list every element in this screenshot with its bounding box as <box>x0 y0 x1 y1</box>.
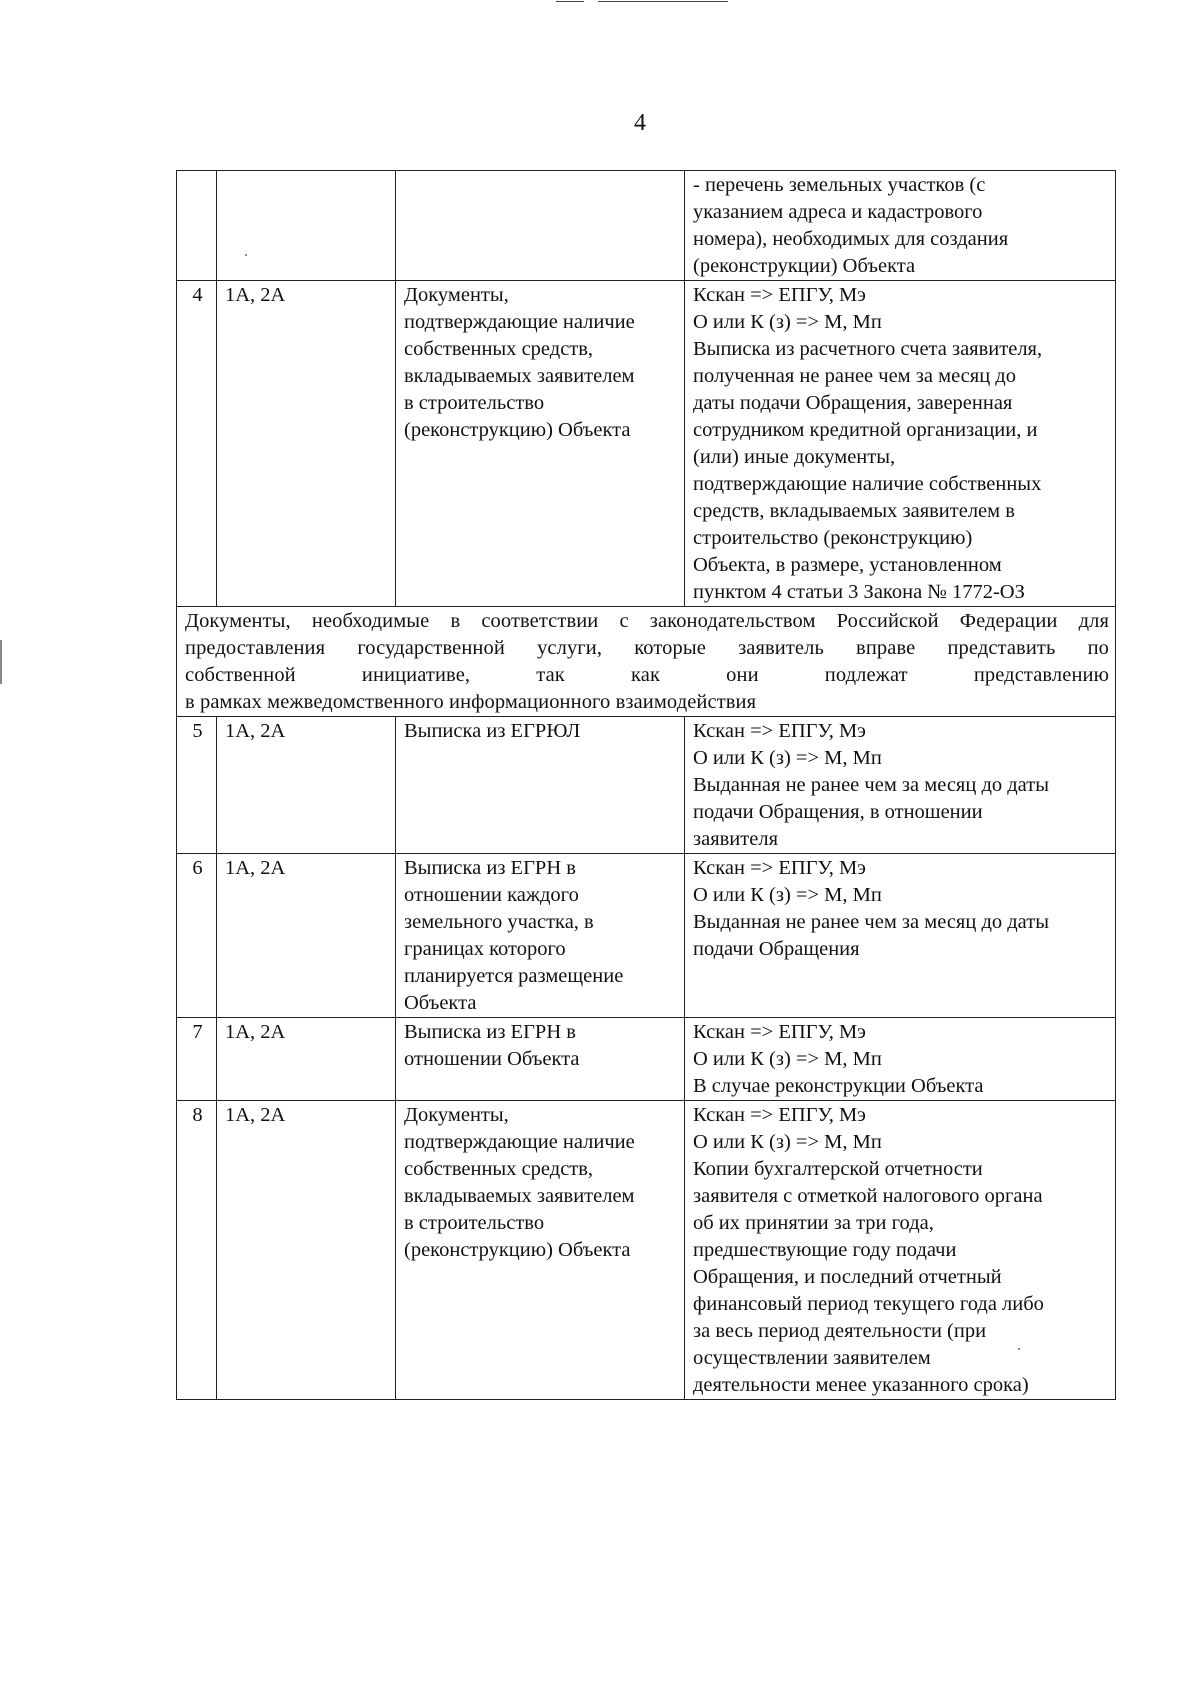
document-name-line: Выписка из ЕГРЮЛ <box>404 720 581 742</box>
document-name-cell <box>396 1018 685 1101</box>
category-code-cell: 1А, 2А <box>217 1101 396 1400</box>
requirement-line: осуществлении заявителем <box>693 1347 931 1369</box>
requirement-line: Выписка из расчетного счета заявителя, <box>693 338 1043 360</box>
category-code-cell: 1А, 2А <box>217 854 396 1018</box>
requirement-line: Объекта, в размере, установленном <box>693 554 1002 576</box>
requirement-line: заявителя с отметкой налогового органа <box>693 1185 1043 1207</box>
documents-table-body <box>177 171 1116 1400</box>
requirements-cell <box>685 1018 1116 1101</box>
requirement-line: за весь период деятельности (при <box>693 1320 987 1342</box>
requirement-line: О или К (з) => М, Мп <box>693 1131 882 1153</box>
requirement-line: об их принятии за три года, <box>693 1212 934 1234</box>
requirements-cell <box>685 1101 1116 1400</box>
document-name-cell <box>396 854 685 1018</box>
row-number-cell: 8 <box>177 1101 217 1400</box>
document-name-cell <box>396 717 685 854</box>
requirement-line: даты подачи Обращения, заверенная <box>693 392 1013 414</box>
table-row <box>177 171 1116 281</box>
requirement-line: - перечень земельных участков (с <box>693 174 986 196</box>
requirement-line: средств, вкладываемых заявителем в <box>693 500 1015 522</box>
requirement-line: Кскан => ЕПГУ, Мэ <box>693 284 866 306</box>
category-code-cell: 1А, 2А <box>217 281 396 607</box>
table-row <box>177 1101 1116 1400</box>
requirement-line: Обращения, и последний отчетный <box>693 1266 1002 1288</box>
document-name-line: Выписка из ЕГРН в <box>404 1021 576 1043</box>
scan-dot <box>1018 1348 1020 1350</box>
document-name-line: собственных средств, <box>404 1158 594 1180</box>
requirement-line: (реконструкции) Объекта <box>693 255 916 277</box>
document-name-line: в строительство <box>404 1212 545 1234</box>
category-code-cell: 1А, 2А <box>217 717 396 854</box>
requirement-line: Кскан => ЕПГУ, Мэ <box>693 1104 866 1126</box>
section-header-line: предоставления государственной услуги, которые заявитель вправе представить по <box>185 637 1109 659</box>
document-name-line: собственных средств, <box>404 338 594 360</box>
requirements-cell <box>685 854 1116 1018</box>
requirements-cell <box>685 281 1116 607</box>
requirement-line: подачи Обращения, в отношении <box>693 801 983 823</box>
requirement-line: финансовый период текущего года либо <box>693 1293 1044 1315</box>
document-name-cell <box>396 281 685 607</box>
document-name-line: подтверждающие наличие <box>404 1131 635 1153</box>
section-header-cell <box>177 607 1116 717</box>
document-name-cell <box>396 1101 685 1400</box>
scan-dot <box>245 254 247 256</box>
row-number-cell: 5 <box>177 717 217 854</box>
requirement-line: пунктом 4 статьи 3 Закона № 1772-ОЗ <box>693 581 1025 603</box>
requirement-line: О или К (з) => М, Мп <box>693 311 882 333</box>
document-name-line: (реконструкцию) Объекта <box>404 419 631 441</box>
requirement-line: указанием адреса и кадастрового <box>693 201 983 223</box>
requirement-line: Копии бухгалтерской отчетности <box>693 1158 983 1180</box>
document-name-line: земельного участка, в <box>404 911 594 933</box>
top-scan-marks <box>556 0 736 6</box>
requirement-line: О или К (з) => М, Мп <box>693 747 882 769</box>
requirement-line: подтверждающие наличие собственных <box>693 473 1042 495</box>
document-name-line: Выписка из ЕГРН в <box>404 857 576 879</box>
requirement-line: В случае реконструкции Объекта <box>693 1075 984 1097</box>
category-code-cell <box>217 171 396 281</box>
requirement-line: подачи Обращения <box>693 938 860 960</box>
document-name-line: Объекта <box>404 992 477 1014</box>
requirement-line: полученная не ранее чем за месяц до <box>693 365 1016 387</box>
document-name-line: планируется размещение <box>404 965 624 987</box>
document-name-line: Документы, <box>404 284 509 306</box>
requirement-line: Выданная не ранее чем за месяц до даты <box>693 774 1049 796</box>
requirement-line: Кскан => ЕПГУ, Мэ <box>693 720 866 742</box>
requirement-line: О или К (з) => М, Мп <box>693 884 882 906</box>
document-name-line: отношении Объекта <box>404 1048 580 1070</box>
document-name-line: границах которого <box>404 938 566 960</box>
requirement-line: О или К (з) => М, Мп <box>693 1048 882 1070</box>
section-header-line: Документы, необходимые в соответствии с законодательством Российской Федерации для <box>185 610 1109 632</box>
document-name-line: отношении каждого <box>404 884 579 906</box>
table-row <box>177 1018 1116 1101</box>
requirements-cell <box>685 717 1116 854</box>
requirements-cell <box>685 171 1116 281</box>
requirement-line: номера), необходимых для создания <box>693 228 1009 250</box>
section-header-line: в рамках межведомственного информационного взаимодействия <box>185 691 757 713</box>
document-name-line: в строительство <box>404 392 545 414</box>
page-number: 4 <box>634 110 646 136</box>
requirement-line: сотрудником кредитной организации, и <box>693 419 1038 441</box>
scan-mark-right <box>598 1 728 2</box>
table-row <box>177 281 1116 607</box>
requirement-line: Выданная не ранее чем за месяц до даты <box>693 911 1049 933</box>
row-number-cell <box>177 171 217 281</box>
document-name-line: вкладываемых заявителем <box>404 365 635 387</box>
requirement-line: деятельности менее указанного срока) <box>693 1374 1029 1396</box>
document-name-line: (реконструкцию) Объекта <box>404 1239 631 1261</box>
requirement-line: Кскан => ЕПГУ, Мэ <box>693 857 866 879</box>
document-name-line: подтверждающие наличие <box>404 311 635 333</box>
scan-edge-mark <box>0 640 2 684</box>
row-number-cell: 6 <box>177 854 217 1018</box>
section-header-row <box>177 607 1116 717</box>
table-row <box>177 717 1116 854</box>
row-number-cell: 4 <box>177 281 217 607</box>
category-code-cell: 1А, 2А <box>217 1018 396 1101</box>
requirement-line: Кскан => ЕПГУ, Мэ <box>693 1021 866 1043</box>
row-number-cell: 7 <box>177 1018 217 1101</box>
table-row <box>177 854 1116 1018</box>
document-name-cell <box>396 171 685 281</box>
requirement-line: (или) иные документы, <box>693 446 896 468</box>
document-name-line: Документы, <box>404 1104 509 1126</box>
requirement-line: предшествующие году подачи <box>693 1239 957 1261</box>
requirement-line: заявителя <box>693 828 778 850</box>
requirement-line: строительство (реконструкцию) <box>693 527 973 549</box>
scan-mark-left <box>556 1 584 2</box>
document-name-line: вкладываемых заявителем <box>404 1185 635 1207</box>
section-header-line: собственной инициативе, так как они подлежат представлению <box>185 664 1109 686</box>
documents-table <box>176 170 1116 1400</box>
